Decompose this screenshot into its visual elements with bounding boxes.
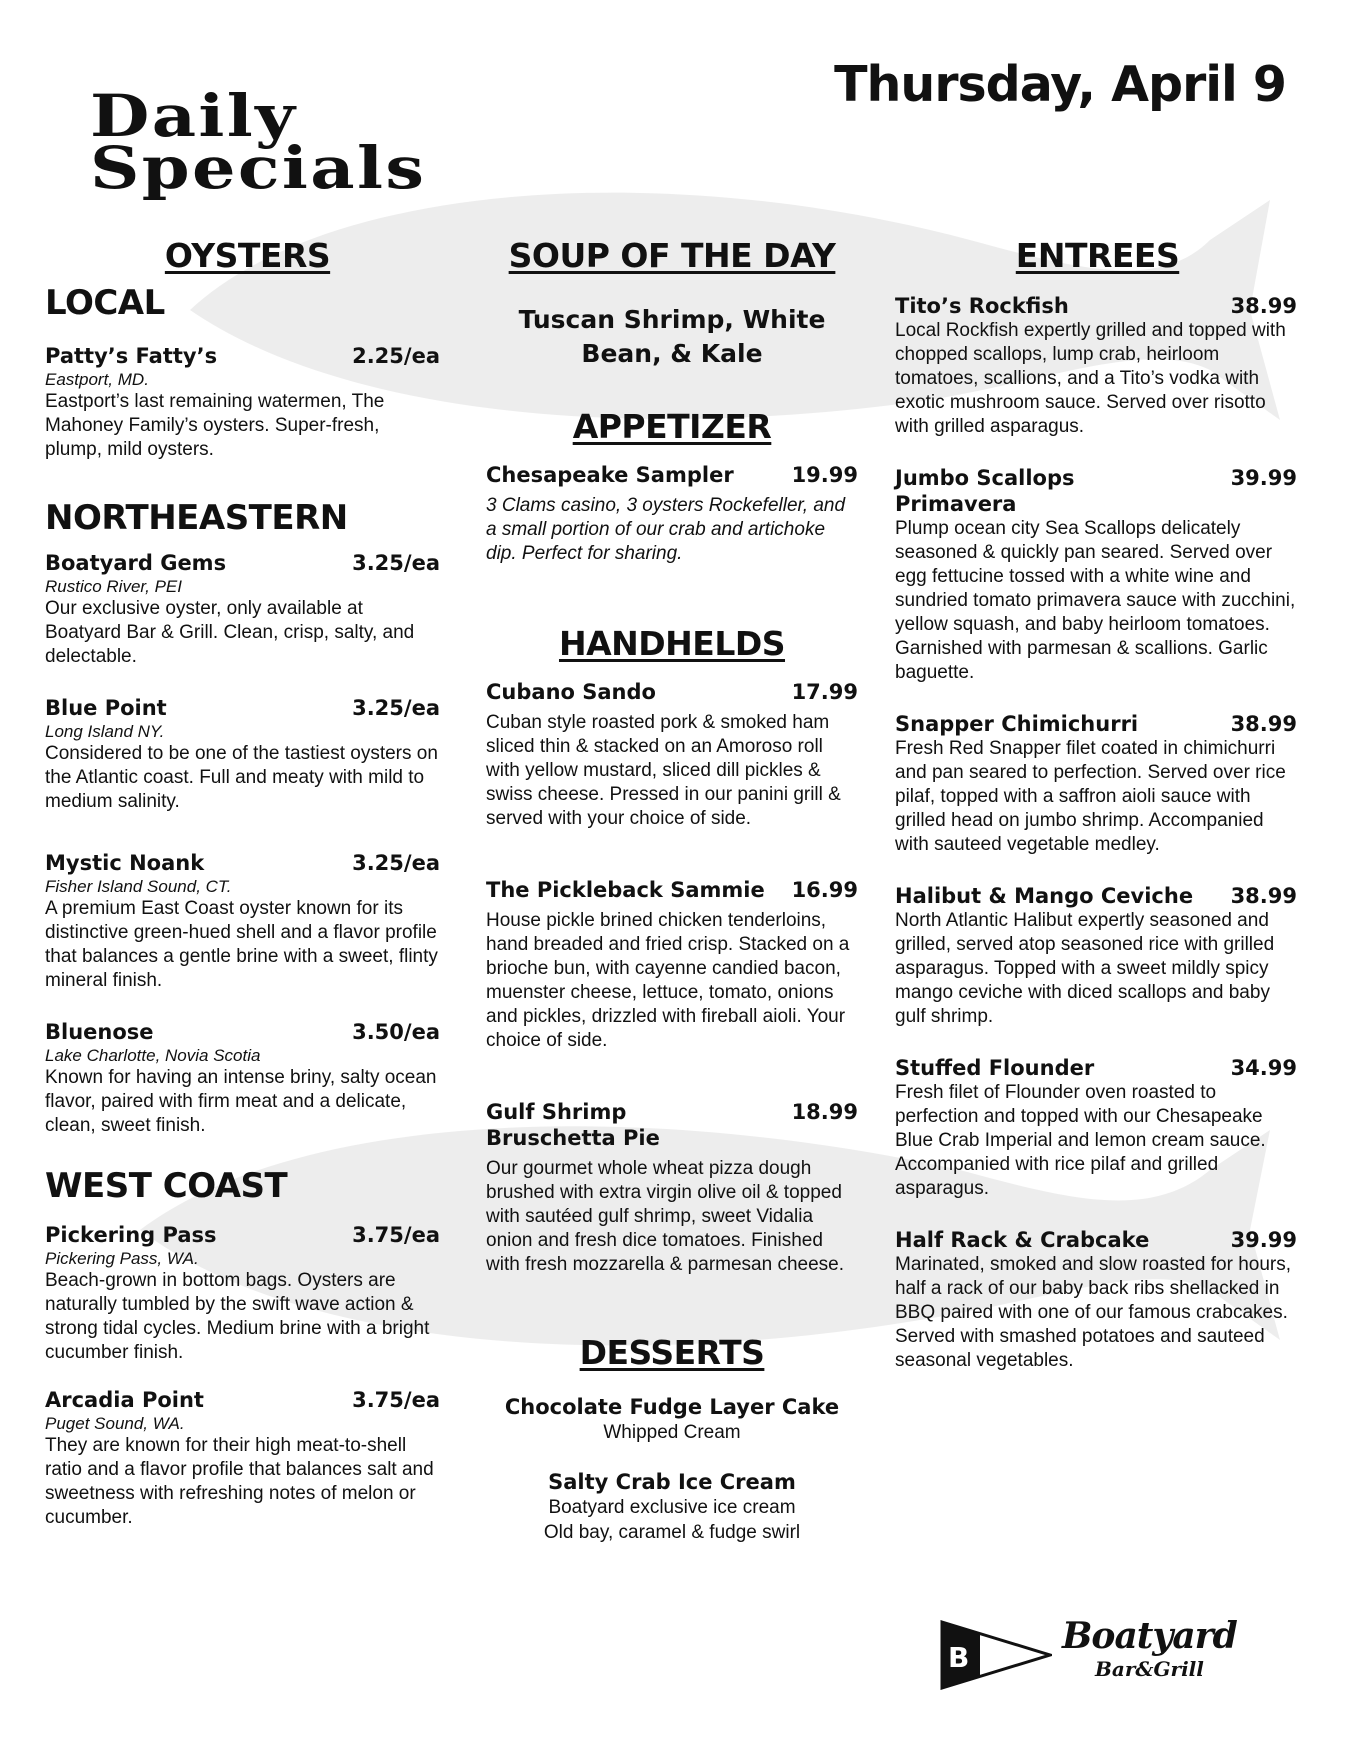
item-name: Snapper Chimichurri bbox=[895, 712, 1139, 736]
item-origin: Long Island NY. bbox=[45, 722, 165, 741]
item-description: Plump ocean city Sea Scallops delicately seasoned & quickly pan seared. Served over egg fettucine tossed with a white wine and sundried tomato primavera sauce with zucchini, yellow squash, and baby heirloom tomatoes. Garnished with parmesan & scallions. Garlic baguette. bbox=[895, 518, 1296, 683]
item-description: Local Rockfish expertly grilled and topped with chopped scallops, lump crab, heirloom tomatoes, scallions, and a Tito’s vodka with exotic mushroom sauce. Served over risotto with grilled asparagus. bbox=[895, 320, 1286, 437]
oyster-item bbox=[45, 1222, 440, 1365]
oysters-column bbox=[45, 236, 440, 1530]
boatyard-logo bbox=[940, 1615, 1290, 1690]
handheld-item bbox=[486, 679, 858, 831]
oyster-item bbox=[45, 1019, 440, 1138]
handheld-item bbox=[486, 1099, 858, 1277]
soup-line-1: Tuscan Shrimp, White bbox=[518, 305, 826, 334]
item-description: Fresh Red Snapper filet coated in chimichurri and pan seared to perfection. Served over rice pilaf, topped with a saffron aioli sauce with grilled head on jumbo shrimp. Accompanied with sauteed vegetable medley. bbox=[895, 738, 1286, 855]
item-price: 39.99 bbox=[1230, 466, 1297, 490]
item-description: They are known for their high meat-to-shell ratio and a flavor profile that balances salt and sweetness with refreshing notes of melon or cucumber. bbox=[45, 1435, 434, 1528]
item-name: Chesapeake Sampler bbox=[486, 463, 734, 487]
item-name: Blue Point bbox=[45, 696, 167, 720]
item-description: Fresh filet of Flounder oven roasted to perfection and topped with our Chesapeake Blue Crab Imperial and lemon cream sauce. Accompanied with rice pilaf and grilled asparagus. bbox=[895, 1082, 1266, 1199]
entree-item bbox=[895, 465, 1297, 685]
page-title bbox=[90, 82, 427, 202]
item-name: Halibut & Mango Ceviche bbox=[895, 884, 1194, 908]
item-description: Marinated, smoked and slow roasted for hours, half a rack of our baby back ribs shellacked in BBQ paired with one of our famous crabcakes. Served with smashed potatoes and sauteed seasonal vegetables. bbox=[895, 1254, 1292, 1371]
entrees-column bbox=[895, 236, 1297, 1373]
dessert-name: Chocolate Fudge Layer Cake bbox=[504, 1395, 840, 1419]
soup-of-the-day bbox=[486, 303, 858, 371]
soup-heading: SOUP OF THE DAY bbox=[508, 236, 836, 275]
item-name: The Pickleback Sammie bbox=[486, 878, 765, 902]
entree-item bbox=[895, 711, 1297, 857]
item-name: Half Rack & Crabcake bbox=[895, 1228, 1150, 1252]
logo-mark: B bbox=[948, 1641, 970, 1674]
menu-date: Thursday, April 9 bbox=[834, 56, 1286, 113]
item-name: Gulf Shrimp Bruschetta Pie bbox=[486, 1100, 660, 1150]
item-price: 2.25/ea bbox=[352, 344, 440, 368]
dessert-item bbox=[486, 1394, 858, 1445]
item-name: Stuffed Flounder bbox=[895, 1056, 1095, 1080]
item-name: Tito’s Rockfish bbox=[895, 294, 1069, 318]
appetizer-item bbox=[486, 462, 858, 566]
item-origin: Puget Sound, WA. bbox=[45, 1414, 185, 1433]
item-name: Mystic Noank bbox=[45, 851, 205, 875]
item-price: 3.75/ea bbox=[352, 1223, 440, 1247]
item-origin: Fisher Island Sound, CT. bbox=[45, 877, 232, 896]
entree-item bbox=[895, 1055, 1297, 1201]
item-name: Pickering Pass bbox=[45, 1223, 217, 1247]
oyster-item bbox=[45, 343, 440, 462]
item-description: Considered to be one of the tastiest oysters on the Atlantic coast. Full and meaty with mild to medium salinity. bbox=[45, 743, 438, 812]
handhelds-heading: HANDHELDS bbox=[558, 624, 786, 663]
item-name: Bluenose bbox=[45, 1020, 154, 1044]
item-description: House pickle brined chicken tenderloins, hand breaded and fried crisp. Stacked on a brioche bun, with cayenne candied bacon, muenster cheese, lettuce, tomato, onions and pickles, drizzled with fireball aioli. Your choice of side. bbox=[486, 910, 850, 1051]
oyster-item bbox=[45, 550, 440, 669]
item-description: Beach-grown in bottom bags. Oysters are naturally tumbled by the swift wave action & strong tidal cycles. Medium brine with a bright cucumber finish. bbox=[45, 1270, 430, 1363]
dessert-description: Boatyard exclusive ice cream bbox=[548, 1497, 796, 1518]
entree-item bbox=[895, 883, 1297, 1029]
item-price: 38.99 bbox=[1230, 712, 1297, 736]
oysters-heading: OYSTERS bbox=[164, 236, 331, 275]
item-price: 16.99 bbox=[791, 878, 858, 902]
item-name: Jumbo Scallops Primavera bbox=[895, 466, 1075, 516]
item-origin: Rustico River, PEI bbox=[45, 577, 182, 596]
item-description: Known for having an intense briny, salty ocean flavor, paired with firm meat and a delicate, clean, sweet finish. bbox=[45, 1067, 437, 1136]
oyster-item bbox=[45, 1387, 440, 1530]
title-line-1: Daily bbox=[90, 82, 298, 150]
item-description: Our exclusive oyster, only available at Boatyard Bar & Grill. Clean, crisp, salty, and delectable. bbox=[45, 598, 415, 667]
item-origin: Pickering Pass, WA. bbox=[45, 1249, 199, 1268]
item-description: 3 Clams casino, 3 oysters Rockefeller, and a small portion of our crab and artichoke dip. Perfect for sharing. bbox=[486, 495, 846, 564]
middle-column bbox=[486, 236, 858, 1545]
item-name: Arcadia Point bbox=[45, 1388, 204, 1412]
desserts-heading: DESSERTS bbox=[579, 1333, 765, 1372]
item-description: North Atlantic Halibut expertly seasoned and grilled, served atop seasoned rice with grilled asparagus. Topped with a sweet mildly spicy mango ceviche with diced scallops and baby gulf shrimp. bbox=[895, 910, 1275, 1027]
logo-name: Boatyard bbox=[1062, 1615, 1237, 1657]
title-line-2: Specials bbox=[90, 134, 427, 202]
pennant-flag-icon bbox=[940, 1620, 1052, 1690]
oyster-item bbox=[45, 850, 440, 993]
item-name: Cubano Sando bbox=[486, 680, 656, 704]
item-price: 3.25/ea bbox=[352, 851, 440, 875]
dessert-description: Old bay, caramel & fudge swirl bbox=[543, 1522, 801, 1543]
entrees-heading: ENTREES bbox=[1015, 236, 1180, 275]
item-description: A premium East Coast oyster known for its distinctive green-hued shell and a flavor profile that balances a gentle brine with a sweet, flinty mineral finish. bbox=[45, 898, 438, 991]
item-price: 18.99 bbox=[791, 1100, 858, 1124]
item-price: 3.25/ea bbox=[352, 551, 440, 575]
item-description: Eastport’s last remaining watermen, The Mahoney Family’s oysters. Super-fresh, plump, mild oysters. bbox=[45, 391, 385, 460]
item-price: 38.99 bbox=[1230, 294, 1297, 318]
oyster-item bbox=[45, 695, 440, 814]
entree-item bbox=[895, 1227, 1297, 1373]
item-price: 19.99 bbox=[791, 463, 858, 487]
entree-item bbox=[895, 293, 1297, 439]
dessert-description: Whipped Cream bbox=[603, 1422, 741, 1443]
item-price: 3.25/ea bbox=[352, 696, 440, 720]
item-price: 38.99 bbox=[1230, 884, 1297, 908]
item-price: 34.99 bbox=[1230, 1056, 1297, 1080]
item-price: 3.50/ea bbox=[352, 1020, 440, 1044]
handheld-item bbox=[486, 877, 858, 1053]
item-description: Our gourmet whole wheat pizza dough brushed with extra virgin olive oil & topped with sautéed gulf shrimp, sweet Vidalia onion and fresh dice tomatoes. Finished with fresh mozzarella & parmesan cheese. bbox=[486, 1158, 844, 1275]
item-description: Cuban style roasted pork & smoked ham sliced thin & stacked on an Amoroso roll with yellow mustard, sliced dill pickles & swiss cheese. Pressed in our panini grill & served with your choice of side. bbox=[486, 712, 841, 829]
item-name: Boatyard Gems bbox=[45, 551, 227, 575]
item-price: 3.75/ea bbox=[352, 1388, 440, 1412]
region-local: LOCAL bbox=[45, 283, 165, 323]
region-west-coast: WEST COAST bbox=[45, 1166, 288, 1206]
item-name: Patty’s Fatty’s bbox=[45, 344, 218, 368]
item-origin: Lake Charlotte, Novia Scotia bbox=[45, 1046, 261, 1065]
dessert-item bbox=[486, 1469, 858, 1545]
soup-line-2: Bean, & Kale bbox=[581, 339, 763, 368]
item-price: 39.99 bbox=[1230, 1228, 1297, 1252]
region-northeastern: NORTHEASTERN bbox=[45, 498, 348, 538]
dessert-name: Salty Crab Ice Cream bbox=[548, 1470, 796, 1494]
item-price: 17.99 bbox=[791, 680, 858, 704]
appetizer-heading: APPETIZER bbox=[572, 407, 772, 446]
logo-subtitle: Bar&Grill bbox=[1095, 1657, 1204, 1681]
item-origin: Eastport, MD. bbox=[45, 370, 149, 389]
